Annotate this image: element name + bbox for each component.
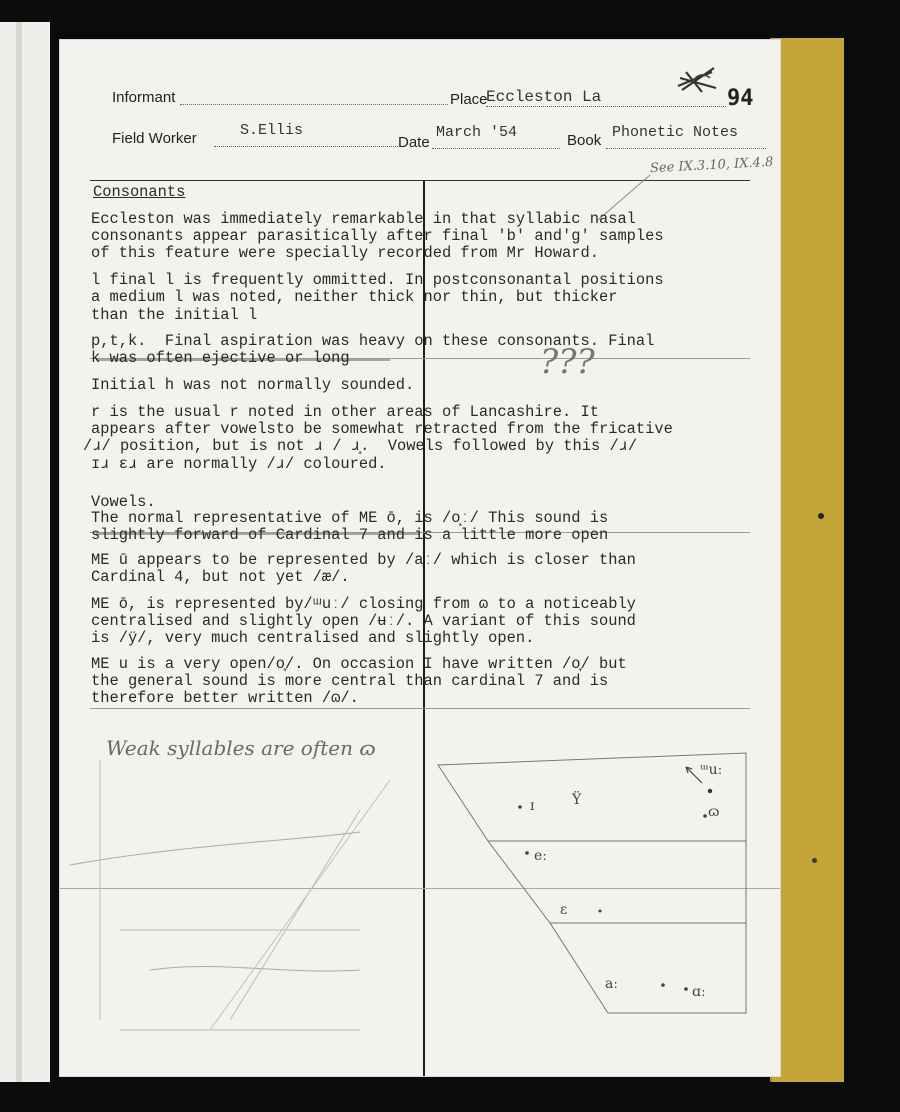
note-line: than the initial l	[91, 306, 258, 324]
vowel-symbol-e: eː	[534, 848, 548, 864]
note-line: centralised and slightly open /ʉː/. A variant of this sound	[91, 612, 636, 630]
folder-speck	[812, 858, 817, 863]
vowel-symbol-epsilon: ɛ	[560, 902, 568, 918]
date-value: March '54	[436, 124, 518, 141]
book-value: Phonetic Notes	[612, 124, 739, 141]
book-label: Book	[567, 132, 602, 149]
place-label: Place	[450, 91, 488, 108]
consonants-heading: Consonants	[93, 183, 186, 201]
record-card	[60, 40, 780, 1076]
vowel-quadrilateral	[430, 745, 760, 1025]
vowel-symbol-u: ᵚuː	[700, 762, 723, 778]
note-line: appears after vowelsto be somewhat retracted from the fricative	[91, 420, 673, 438]
note-line: of this feature were specially recorded from Mr Howard.	[91, 244, 599, 262]
cross-reference: See IX.3.10, IX.4.8	[649, 154, 774, 177]
note-line: ME u is a very open/o̞/. On occasion I have written /o̞/ but	[91, 655, 627, 673]
note-line: Cardinal 4, but not yet /æ/.	[91, 568, 350, 586]
note-line: therefore better written /ɷ/.	[91, 689, 359, 707]
note-line: Vowels.	[91, 493, 156, 511]
note-line: ME ū appears to be represented by /a̟ː/ which is closer than	[91, 551, 636, 569]
note-line: r is the usual r noted in other areas of Lancashire. It	[91, 403, 599, 421]
note-line: /ɹ/ position, but is not ɹ / ɹ̝. Vowels followed by this /ɹ/	[83, 437, 638, 455]
page-number: 94	[727, 86, 754, 111]
note-line: consonants appear parasitically after final 'b' and'g' samples	[91, 227, 664, 245]
note-line: The normal representative of ME ō, is /o̝ː/ This sound is	[91, 509, 609, 527]
fieldworker-label: Field Worker	[112, 130, 197, 147]
note-line: Initial h was not normally sounded.	[91, 376, 415, 394]
note-line: ME ō, is represented by/ᵚuː/ closing from ɷ to a noticeably	[91, 595, 636, 613]
vowel-symbol-omega: ɷ	[708, 804, 720, 820]
margin-question-marks: ???	[540, 342, 595, 382]
weak-syllables-note: Weak syllables are often ɷ	[106, 736, 376, 760]
note-line: ɪɹ ɛɹ are normally /ɹ/ coloured.	[91, 455, 387, 473]
note-line: a medium l was noted, neither thick nor thin, but thicker	[91, 288, 618, 306]
folder-backing	[770, 38, 844, 1082]
note-line: l final l is frequently ommitted. In postconsonantal positions	[91, 271, 664, 289]
vowel-symbol-y: Ÿ	[572, 792, 582, 808]
note-line: is /ÿ/, very much centralised and slightly open.	[91, 629, 535, 647]
note-line: Eccleston was immediately remarkable in that syllabic nasal	[91, 210, 636, 228]
note-line: slightly forward of Cardinal 7 and is a little more open	[91, 526, 609, 544]
binder-edge	[16, 22, 22, 1082]
fieldworker-value: S.Ellis	[240, 122, 304, 139]
vowel-symbol-a: aː	[605, 976, 619, 992]
date-label: Date	[398, 134, 430, 151]
informant-label: Informant	[112, 89, 176, 106]
folder-hole	[818, 513, 824, 519]
place-value: Eccleston La	[486, 88, 602, 106]
note-line: p,t,k. Final aspiration was heavy on these consonants. Final	[91, 332, 655, 350]
vowel-symbol-i: ɪ	[530, 798, 535, 814]
vowel-symbol-script-a: ɑː	[692, 984, 706, 1000]
binder-page	[0, 22, 50, 1082]
note-line: k was often ejective or long	[91, 349, 350, 367]
note-line: the general sound is more central than cardinal 7 and is	[91, 672, 609, 690]
